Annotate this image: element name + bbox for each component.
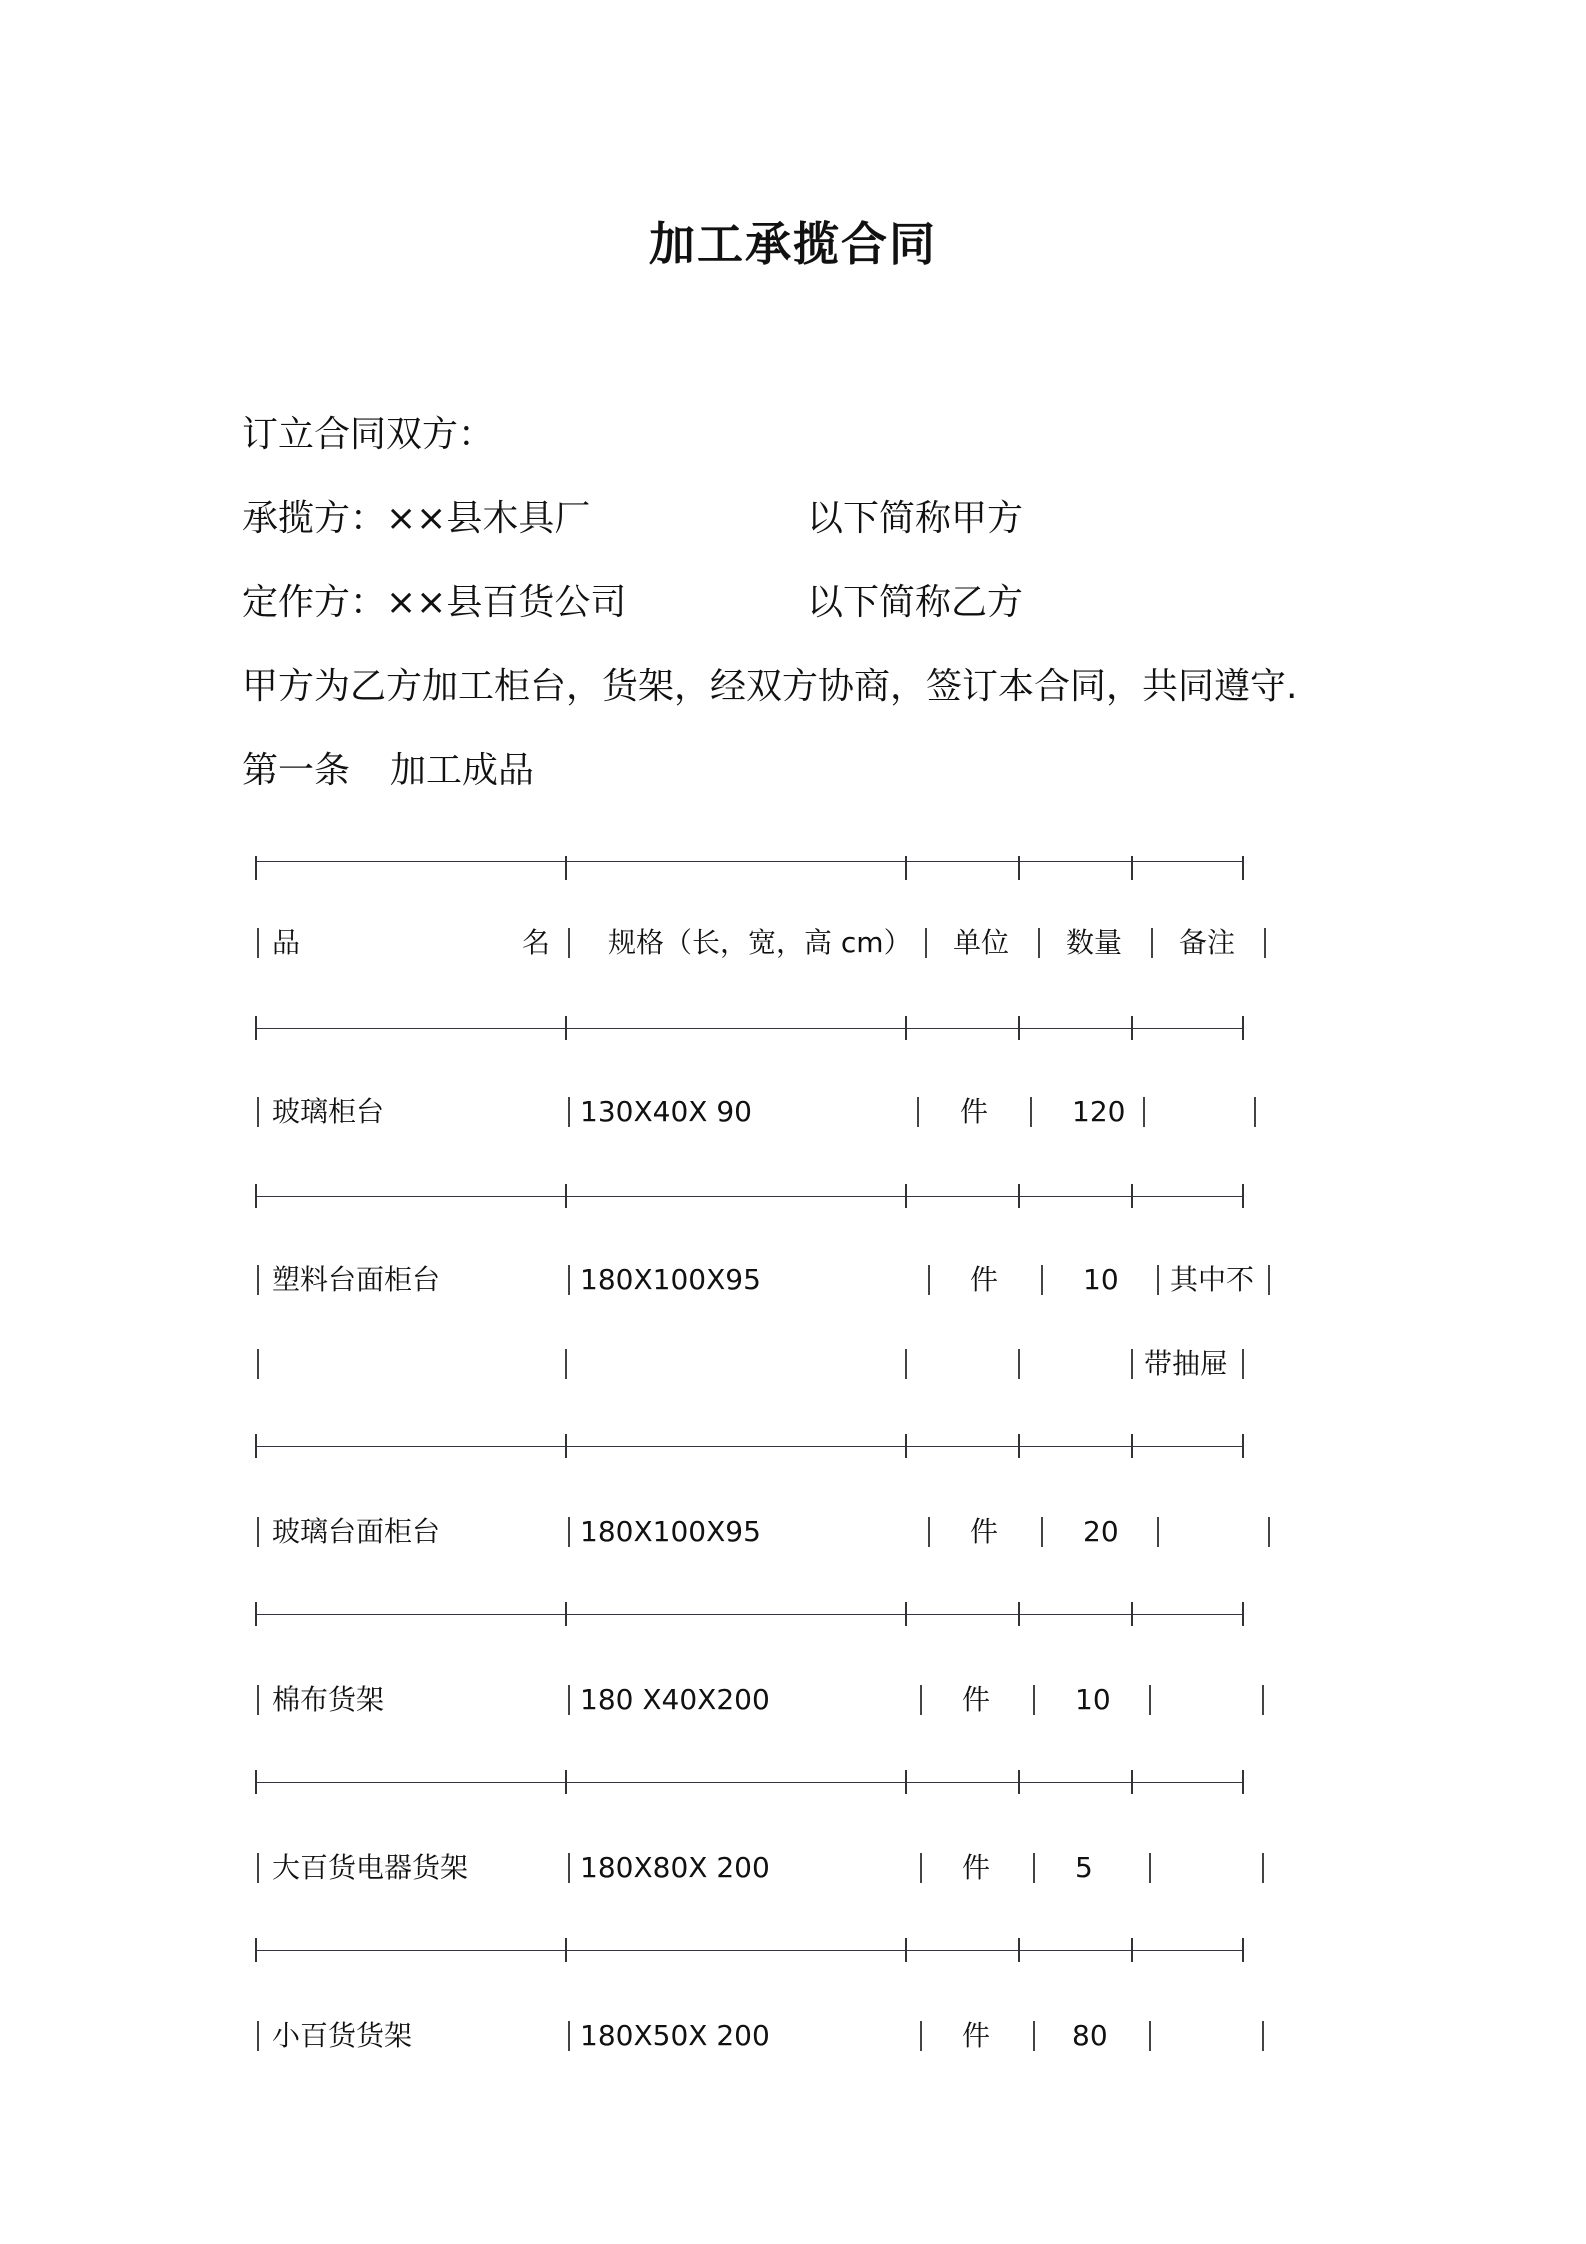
table-tick [255,856,257,880]
table-tick [1242,1938,1244,1962]
table-bar [1143,1097,1145,1127]
row-note-continued: 带抽屉 [1144,1347,1229,1380]
table-bar [1262,1685,1264,1715]
row-spec: 180X100X95 [580,1263,761,1296]
document-title: 加工承揽合同 [649,217,937,271]
table-bar [1149,2021,1151,2051]
parties-heading: 订立合同双方： [242,414,495,455]
article-one-title: 加工成品 [390,750,535,791]
row-qty: 80 [1072,2019,1108,2052]
row-spec: 180 X40X200 [580,1683,770,1716]
row-name: 玻璃台面柜台 [272,1515,441,1548]
table-bar [1041,1265,1043,1295]
table-tick [905,1770,907,1794]
table-bar [565,1349,567,1379]
table-bar [1033,2021,1035,2051]
row-unit: 件 [962,1851,991,1884]
table-top-rule-seg [1018,861,1131,862]
table-bar [1262,2021,1264,2051]
table-tick [565,1938,567,1962]
row-spec: 180X80X 200 [580,1851,770,1884]
table-tick [1018,1602,1020,1626]
row-name: 玻璃柜台 [272,1095,385,1128]
table-bar [257,1097,259,1127]
row-qty: 10 [1075,1683,1111,1716]
table-tick [255,1016,257,1040]
table-tick [565,1016,567,1040]
table-bar [925,928,927,958]
table-tick [905,856,907,880]
table-top-rule-seg [565,861,905,862]
table-bar [257,2021,259,2051]
table-tick [1242,1770,1244,1794]
table-tick [255,1602,257,1626]
table-tick [1018,1184,1020,1208]
table-tick [1018,1434,1020,1458]
header-unit: 单位 [953,926,1010,959]
table-bar [1041,1517,1043,1547]
row-spec: 180X100X95 [580,1515,761,1548]
table-tick [905,1602,907,1626]
table-bar [920,1685,922,1715]
table-tick [1131,1938,1133,1962]
table-row-rule [255,1196,1242,1197]
row-name: 小百货货架 [272,2019,413,2052]
row-qty: 20 [1083,1515,1119,1548]
table-tick [1242,1016,1244,1040]
table-bar [1262,1853,1264,1883]
table-row-rule [255,1950,1242,1951]
row-spec: 180X50X 200 [580,2019,770,2052]
table-row-rule [255,1782,1242,1783]
row-unit: 件 [962,2019,991,2052]
table-tick [1018,856,1020,880]
table-tick [255,1770,257,1794]
table-tick [565,1184,567,1208]
table-row-rule [255,1614,1242,1615]
table-bar [1033,1685,1035,1715]
table-bar [1157,1517,1159,1547]
table-bar [1131,1349,1133,1379]
table-bar [1268,1517,1270,1547]
table-tick [905,1016,907,1040]
table-bar [1033,1853,1035,1883]
row-unit: 件 [970,1515,999,1548]
table-bar [1157,1265,1159,1295]
table-row-rule [255,1028,1242,1029]
table-bar [1151,928,1153,958]
table-tick [565,1602,567,1626]
table-bar [928,1265,930,1295]
table-bar [568,1853,570,1883]
table-bar [1254,1097,1256,1127]
table-bar [1242,1349,1244,1379]
table-bar [568,1517,570,1547]
table-bar [917,1097,919,1127]
table-tick [1131,1434,1133,1458]
table-tick [1242,1434,1244,1458]
table-bar [257,1349,259,1379]
contractor-label: 承揽方：××县木具厂 [242,498,591,539]
table-bar [257,928,259,958]
table-bar [1030,1097,1032,1127]
table-tick [255,1184,257,1208]
row-spec: 130X40X 90 [580,1095,752,1128]
table-bar [920,2021,922,2051]
table-tick [1018,1770,1020,1794]
table-tick [1131,1770,1133,1794]
table-bar [1264,928,1266,958]
table-bar [257,1685,259,1715]
table-top-rule-seg [1131,861,1242,862]
table-bar [1149,1853,1151,1883]
row-qty: 120 [1072,1095,1126,1128]
header-spec: 规格（长，宽，高 cm） [608,926,912,959]
table-bar [568,928,570,958]
row-qty: 10 [1083,1263,1119,1296]
intro-paragraph: 甲方为乙方加工柜台，货架，经双方协商，签订本合同，共同遵守. [242,666,1298,707]
table-tick [1131,1602,1133,1626]
table-tick [905,1184,907,1208]
row-unit: 件 [970,1263,999,1296]
table-top-rule-seg [255,861,565,862]
table-row-rule [255,1446,1242,1447]
table-top-rule-seg [905,861,1018,862]
table-tick [565,1770,567,1794]
table-bar [1149,1685,1151,1715]
table-tick [905,1938,907,1962]
table-bar [568,1265,570,1295]
table-tick [905,1434,907,1458]
table-bar [568,1097,570,1127]
orderer-alias: 以下简称乙方 [807,582,1024,623]
table-bar [1018,1349,1020,1379]
orderer-label: 定作方：××县百货公司 [242,582,627,623]
row-name: 大百货电器货架 [272,1851,469,1884]
row-unit: 件 [962,1683,991,1716]
table-tick [255,1938,257,1962]
contractor-alias: 以下简称甲方 [807,498,1024,539]
table-tick [1131,856,1133,880]
table-bar [1268,1265,1270,1295]
table-tick [1018,1016,1020,1040]
table-bar [257,1853,259,1883]
table-tick [565,1434,567,1458]
table-tick [255,1434,257,1458]
header-name-left: 品 [272,926,301,959]
table-bar [568,2021,570,2051]
table-bar [920,1853,922,1883]
header-qty: 数量 [1066,926,1123,959]
header-name-right: 名 [522,926,551,959]
table-bar [568,1685,570,1715]
table-bar [905,1349,907,1379]
table-bar [257,1517,259,1547]
row-name: 塑料台面柜台 [272,1263,441,1296]
table-bar [257,1265,259,1295]
row-note: 其中不 [1170,1263,1255,1296]
table-tick [565,856,567,880]
table-bar [928,1517,930,1547]
article-one-number: 第一条 [242,750,351,791]
header-note: 备注 [1179,926,1236,959]
table-tick [1018,1938,1020,1962]
table-bar [1038,928,1040,958]
table-tick [1131,1016,1133,1040]
table-tick [1242,1184,1244,1208]
table-tick [1242,856,1244,880]
row-qty: 5 [1075,1851,1093,1884]
table-tick [1131,1184,1133,1208]
row-name: 棉布货架 [272,1683,385,1716]
row-unit: 件 [960,1095,989,1128]
table-tick [1242,1602,1244,1626]
